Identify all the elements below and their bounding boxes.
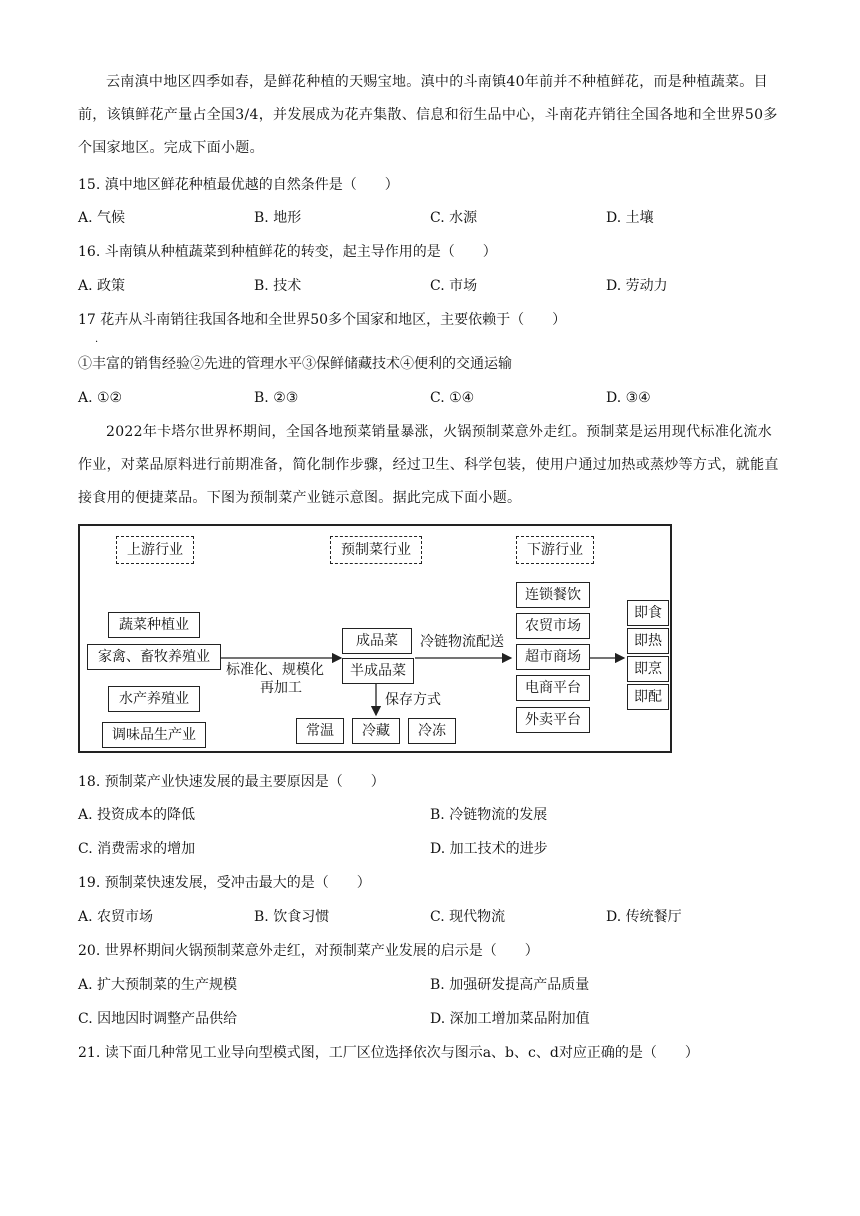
option-b[interactable]: B. 冷链物流的发展 — [430, 807, 548, 823]
option-c[interactable]: C. 消费需求的增加 — [78, 841, 196, 857]
option-a[interactable]: A. 气候 — [78, 210, 126, 226]
product-semi-finished: 半成品菜 — [342, 658, 414, 684]
passage-1: 云南滇中地区四季如春，是鲜花种植的天赐宝地。滇中的斗南镇40年前并不种植鲜花，而是种植蔬菜。目前，该镇鲜花产量占全国3/4，并发展成为花卉集散、信息和衍生品中心，斗南花卉销往全国各地和全世界50多个国家地区。完成下面小题。 — [78, 74, 778, 156]
option-d[interactable]: D. 土壤 — [606, 210, 654, 226]
option-b[interactable]: B. 地形 — [254, 210, 302, 226]
question-17-options — [78, 388, 784, 408]
question-16-stem: 16. 斗南镇从种植蔬菜到种植鲜花的转变，起主导作用的是（ ） — [78, 244, 497, 260]
storage-label: 保存方式 — [385, 692, 441, 708]
option-b[interactable]: B. 加强研发提高产品质量 — [430, 977, 590, 993]
question-20-stem: 20. 世界杯期间火锅预制菜意外走红，对预制菜产业发展的启示是（ ） — [78, 943, 539, 959]
storage-frozen: 冷冻 — [408, 718, 456, 744]
storage-room-temp: 常温 — [296, 718, 344, 744]
delivery-label: 冷链物流配送 — [420, 634, 504, 650]
channel-food-delivery: 外卖平台 — [516, 707, 590, 733]
option-b[interactable]: B. ②③ — [254, 390, 299, 406]
upstream-vegetable: 蔬菜种植业 — [108, 612, 200, 638]
option-c[interactable]: C. 因地因时调整产品供给 — [78, 1011, 238, 1027]
passage-2: 2022年卡塔尔世界杯期间，全国各地预菜销量暴涨，火锅预制菜意外走红。预制菜是运用现代标准化流水作业，对菜品原料进行前期准备，简化制作步骤，经过卫生、科学包装，使用户通过加热或蒸炒等方式，就能直接食用的便捷菜品。下图为预制菜产业链示意图。据此完成下面小题。 — [78, 424, 779, 506]
option-d[interactable]: D. ③④ — [606, 390, 651, 406]
channel-supermarket: 超市商场 — [516, 644, 590, 670]
option-d[interactable]: D. 加工技术的进步 — [430, 841, 548, 857]
option-a[interactable]: A. 投资成本的降低 — [78, 807, 196, 823]
upstream-seasoning: 调味品生产业 — [102, 722, 206, 748]
question-15-stem: 15. 滇中地区鲜花种植最优越的自然条件是（ ） — [78, 177, 399, 193]
upstream-livestock: 家禽、畜牧养殖业 — [87, 644, 221, 670]
question-20-options — [78, 975, 784, 995]
product-finished: 成品菜 — [342, 628, 412, 654]
upstream-aquaculture: 水产养殖业 — [108, 686, 200, 712]
option-c[interactable]: C. 水源 — [430, 210, 478, 226]
question-18-stem: 18. 预制菜产业快速发展的最主要原因是（ ） — [78, 774, 385, 790]
question-20-options-2 — [78, 1009, 784, 1029]
option-c[interactable]: C. 现代物流 — [430, 909, 506, 925]
question-18-options — [78, 805, 784, 825]
option-a[interactable]: A. 农贸市场 — [78, 909, 154, 925]
end-use-ready-to-assemble: 即配 — [627, 684, 669, 710]
option-a[interactable]: A. ①② — [78, 390, 123, 406]
option-c[interactable]: C. 市场 — [430, 278, 478, 294]
end-use-ready-to-eat: 即食 — [627, 600, 669, 626]
question-19-options — [78, 907, 784, 927]
channel-chain-restaurant: 连锁餐饮 — [516, 582, 590, 608]
downstream-title: 下游行业 — [516, 536, 594, 564]
process-label-2: 再加工 — [260, 680, 302, 696]
channel-ecommerce: 电商平台 — [516, 675, 590, 701]
midstream-title: 预制菜行业 — [330, 536, 422, 564]
option-d[interactable]: D. 深加工增加菜品附加值 — [430, 1011, 590, 1027]
option-b[interactable]: B. 技术 — [254, 278, 302, 294]
question-17-stem: 17 花卉从斗南销往我国各地和全世界50多个国家和地区，主要依赖于（ ） — [78, 312, 567, 328]
question-16-options — [78, 276, 784, 296]
question-15-options — [78, 208, 784, 228]
storage-refrigerated: 冷藏 — [352, 718, 400, 744]
upstream-title: 上游行业 — [116, 536, 194, 564]
option-d[interactable]: D. 劳动力 — [606, 278, 668, 294]
option-a[interactable]: A. 扩大预制菜的生产规模 — [78, 977, 238, 993]
end-use-ready-to-heat: 即热 — [627, 628, 669, 654]
option-d[interactable]: D. 传统餐厅 — [606, 909, 682, 925]
question-18-options-2 — [78, 839, 784, 859]
end-use-ready-to-cook: 即烹 — [627, 656, 669, 682]
question-19-stem: 19. 预制菜快速发展，受冲击最大的是（ ） — [78, 875, 371, 891]
process-label-1: 标准化、规模化 — [226, 662, 324, 678]
stray-dot: · — [95, 337, 99, 348]
question-17-choices: ①丰富的销售经验②先进的管理水平③保鲜储藏技术④便利的交通运输 — [78, 356, 512, 372]
prepared-food-industry-chain-diagram — [78, 524, 672, 753]
option-a[interactable]: A. 政策 — [78, 278, 126, 294]
channel-farmers-market: 农贸市场 — [516, 613, 590, 639]
question-21-stem: 21. 读下面几种常见工业导向型模式图，工厂区位选择依次与图示a、b、c、d对应正确的是（ ） — [78, 1045, 699, 1061]
option-b[interactable]: B. 饮食习惯 — [254, 909, 330, 925]
option-c[interactable]: C. ①④ — [430, 390, 475, 406]
